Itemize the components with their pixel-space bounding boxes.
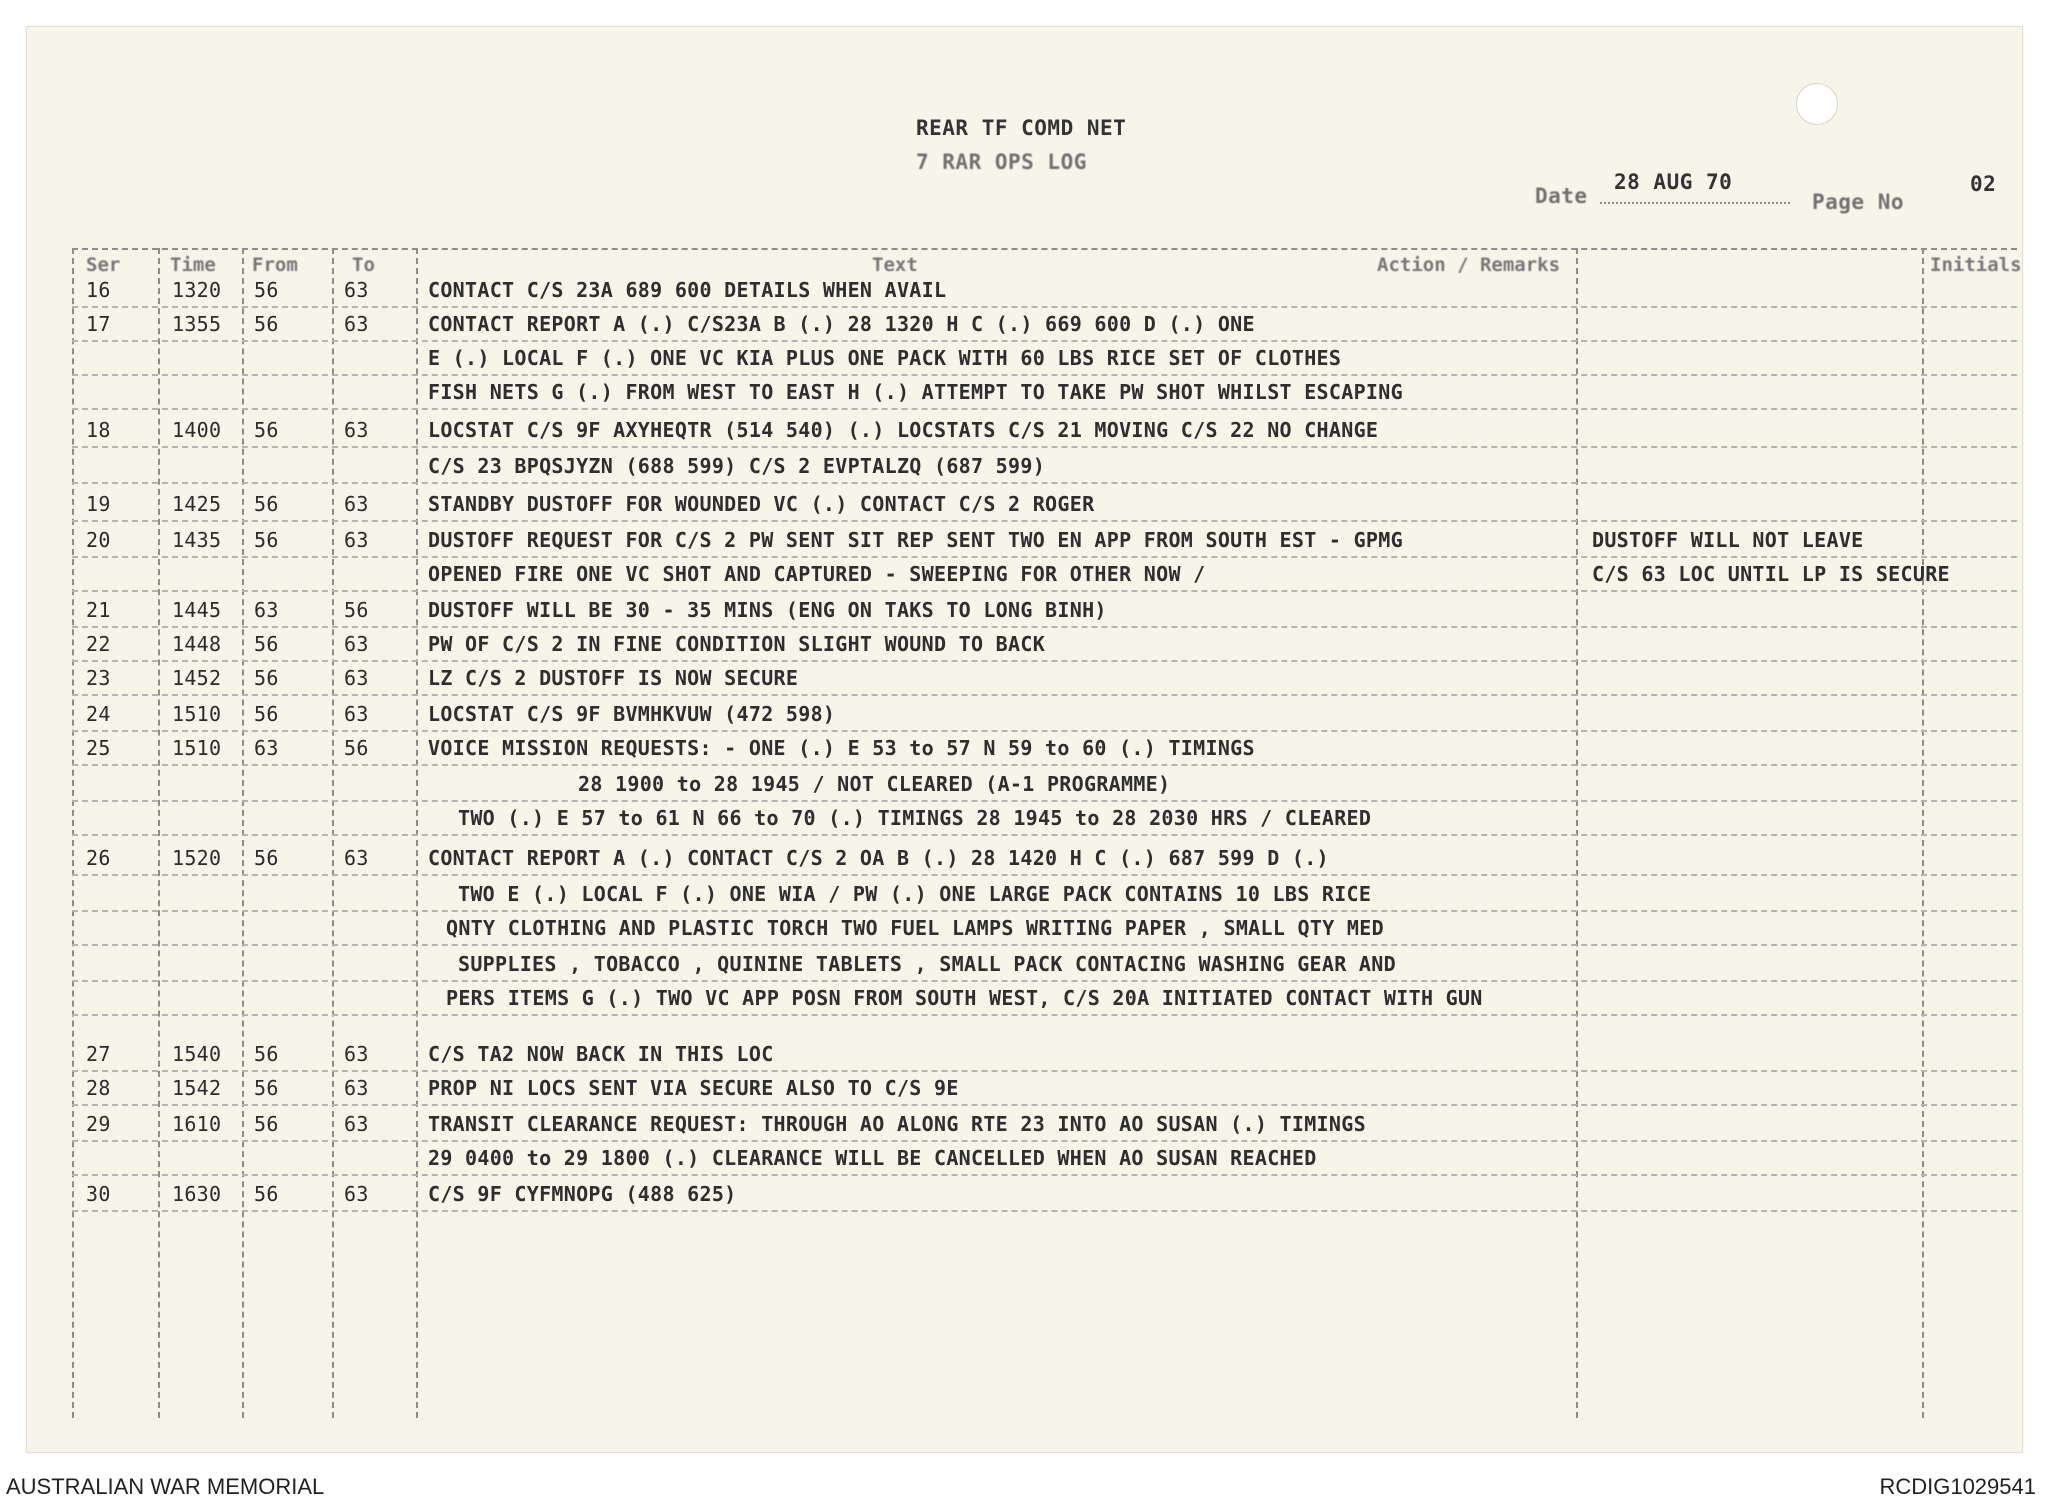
time-cell: 1320	[172, 278, 222, 302]
header-from: From	[252, 254, 298, 276]
serial-cell: 26	[86, 846, 111, 870]
table-row	[72, 520, 2017, 558]
log-subtitle: 7 RAR OPS LOG	[916, 150, 1087, 174]
page-value: 02	[1970, 172, 1997, 196]
message-text-cell: SUPPLIES , TOBACCO , QUININE TABLETS , SMALL PACK CONTACING WASHING GEAR AND	[458, 952, 1396, 976]
table-row	[72, 410, 2017, 448]
from-cell: 56	[254, 278, 279, 302]
date-value: 28 AUG 70	[1614, 170, 1733, 194]
serial-cell: 23	[86, 666, 111, 690]
time-cell: 1610	[172, 1112, 222, 1136]
row-rule	[72, 1014, 2017, 1016]
serial-cell: 17	[86, 312, 111, 336]
message-text-cell: C/S 23 BPQSJYZN (688 599) C/S 2 EVPTALZQ (687 599)	[428, 454, 1046, 478]
remarks-cell: DUSTOFF WILL NOT LEAVE	[1592, 528, 1864, 552]
message-text-cell: 28 1900 to 28 1945 / NOT CLEARED (A-1 PROGRAMME)	[578, 772, 1171, 796]
message-text-cell: STANDBY DUSTOFF FOR WOUNDED VC (.) CONTACT C/S 2 ROGER	[428, 492, 1095, 516]
table-row	[72, 694, 2017, 732]
from-cell: 56	[254, 1182, 279, 1206]
table-row	[72, 1138, 2017, 1176]
date-underline	[1600, 202, 1790, 204]
message-text-cell: QNTY CLOTHING AND PLASTIC TORCH TWO FUEL LAMPS WRITING PAPER , SMALL QTY MED	[446, 916, 1384, 940]
date-label: Date	[1535, 184, 1588, 208]
message-text-cell: 29 0400 to 29 1800 (.) CLEARANCE WILL BE CANCELLED WHEN AO SUSAN REACHED	[428, 1146, 1317, 1170]
time-cell: 1452	[172, 666, 222, 690]
to-cell: 63	[344, 632, 369, 656]
to-cell: 63	[344, 1112, 369, 1136]
to-cell: 63	[344, 846, 369, 870]
to-cell: 63	[344, 418, 369, 442]
table-row	[72, 978, 2017, 1016]
row-rule	[72, 834, 2017, 836]
to-cell: 63	[344, 278, 369, 302]
message-text-cell: CONTACT REPORT A (.) C/S23A B (.) 28 1320 H C (.) 669 600 D (.) ONE	[428, 312, 1255, 336]
time-cell: 1448	[172, 632, 222, 656]
from-cell: 56	[254, 418, 279, 442]
serial-cell: 25	[86, 736, 111, 760]
table-row	[72, 658, 2017, 696]
serial-cell: 28	[86, 1076, 111, 1100]
punch-hole	[1796, 83, 1838, 125]
table-row	[72, 270, 2017, 308]
message-text-cell: FISH NETS G (.) FROM WEST TO EAST H (.) ATTEMPT TO TAKE PW SHOT WHILST ESCAPING	[428, 380, 1403, 404]
serial-cell: 16	[86, 278, 111, 302]
to-cell: 63	[344, 666, 369, 690]
table-row	[72, 554, 2017, 592]
table-row	[72, 1068, 2017, 1106]
to-cell: 63	[344, 312, 369, 336]
time-cell: 1540	[172, 1042, 222, 1066]
time-cell: 1400	[172, 418, 222, 442]
table-row	[72, 1104, 2017, 1142]
serial-cell: 20	[86, 528, 111, 552]
serial-cell: 30	[86, 1182, 111, 1206]
to-cell: 56	[344, 598, 369, 622]
from-cell: 63	[254, 736, 279, 760]
serial-cell: 27	[86, 1042, 111, 1066]
serial-cell: 21	[86, 598, 111, 622]
serial-cell: 22	[86, 632, 111, 656]
message-text-cell: TRANSIT CLEARANCE REQUEST: THROUGH AO ALONG RTE 23 INTO AO SUSAN (.) TIMINGS	[428, 1112, 1366, 1136]
time-cell: 1542	[172, 1076, 222, 1100]
from-cell: 56	[254, 492, 279, 516]
table-row	[72, 304, 2017, 342]
from-cell: 56	[254, 528, 279, 552]
message-text-cell: C/S TA2 NOW BACK IN THIS LOC	[428, 1042, 774, 1066]
table-row	[72, 908, 2017, 946]
table-row	[72, 1034, 2017, 1072]
message-text-cell: C/S 9F CYFMNOPG (488 625)	[428, 1182, 737, 1206]
message-text-cell: E (.) LOCAL F (.) ONE VC KIA PLUS ONE PACK WITH 60 LBS RICE SET OF CLOTHES	[428, 346, 1342, 370]
serial-cell: 19	[86, 492, 111, 516]
footer-source: AUSTRALIAN WAR MEMORIAL	[6, 1474, 325, 1499]
time-cell: 1630	[172, 1182, 222, 1206]
to-cell: 63	[344, 1182, 369, 1206]
table-row	[72, 624, 2017, 662]
message-text-cell: LZ C/S 2 DUSTOFF IS NOW SECURE	[428, 666, 799, 690]
header-initials: Initials	[1930, 254, 2022, 276]
table-row	[72, 338, 2017, 376]
to-cell: 63	[344, 1076, 369, 1100]
time-cell: 1510	[172, 736, 222, 760]
table-row	[72, 446, 2017, 484]
serial-cell: 29	[86, 1112, 111, 1136]
table-row	[72, 838, 2017, 876]
message-text-cell: CONTACT REPORT A (.) CONTACT C/S 2 OA B (.) 28 1420 H C (.) 687 599 D (.)	[428, 846, 1329, 870]
table-row	[72, 874, 2017, 912]
table-row	[72, 484, 2017, 522]
message-text-cell: LOCSTAT C/S 9F AXYHEQTR (514 540) (.) LOCSTATS C/S 21 MOVING C/S 22 NO CHANGE	[428, 418, 1379, 442]
message-text-cell: DUSTOFF WILL BE 30 - 35 MINS (ENG ON TAKS TO LONG BINH)	[428, 598, 1107, 622]
from-cell: 56	[254, 1042, 279, 1066]
message-text-cell: PROP NI LOCS SENT VIA SECURE ALSO TO C/S 9E	[428, 1076, 959, 1100]
message-text-cell: PW OF C/S 2 IN FINE CONDITION SLIGHT WOUND TO BACK	[428, 632, 1046, 656]
table-row	[72, 590, 2017, 628]
header-text: Text	[872, 254, 918, 276]
header-remarks: Action / Remarks	[1377, 254, 1561, 276]
from-cell: 56	[254, 702, 279, 726]
time-cell: 1425	[172, 492, 222, 516]
from-cell: 56	[254, 632, 279, 656]
to-cell: 63	[344, 492, 369, 516]
row-rule	[72, 1210, 2017, 1212]
from-cell: 56	[254, 312, 279, 336]
table-top-rule	[72, 248, 2017, 250]
message-text-cell: TWO (.) E 57 to 61 N 66 to 70 (.) TIMINGS 28 1945 to 28 2030 HRS / CLEARED	[458, 806, 1372, 830]
table-row	[72, 372, 2017, 410]
to-cell: 63	[344, 702, 369, 726]
from-cell: 56	[254, 1076, 279, 1100]
header-time: Time	[170, 254, 216, 276]
to-cell: 63	[344, 528, 369, 552]
message-text-cell: VOICE MISSION REQUESTS: - ONE (.) E 53 to 57 N 59 to 60 (.) TIMINGS	[428, 736, 1255, 760]
remarks-cell: C/S 63 LOC UNTIL LP IS SECURE	[1592, 562, 1950, 586]
header-to: To	[352, 254, 375, 276]
message-text-cell: DUSTOFF REQUEST FOR C/S 2 PW SENT SIT REP SENT TWO EN APP FROM SOUTH EST - GPMG	[428, 528, 1403, 552]
table-row	[72, 764, 2017, 802]
message-text-cell: CONTACT C/S 23A 689 600 DETAILS WHEN AVAIL	[428, 278, 947, 302]
table-row	[72, 1174, 2017, 1212]
from-cell: 56	[254, 846, 279, 870]
time-cell: 1445	[172, 598, 222, 622]
serial-cell: 18	[86, 418, 111, 442]
time-cell: 1435	[172, 528, 222, 552]
time-cell: 1510	[172, 702, 222, 726]
serial-cell: 24	[86, 702, 111, 726]
from-cell: 63	[254, 598, 279, 622]
page-label: Page No	[1812, 190, 1905, 214]
table-row	[72, 798, 2017, 836]
log-title: REAR TF COMD NET	[916, 116, 1127, 140]
message-text-cell: TWO E (.) LOCAL F (.) ONE WIA / PW (.) ONE LARGE PACK CONTAINS 10 LBS RICE	[458, 882, 1372, 906]
header-ser: Ser	[86, 254, 121, 276]
message-text-cell: OPENED FIRE ONE VC SHOT AND CAPTURED - SWEEPING FOR OTHER NOW /	[428, 562, 1206, 586]
footer-record-id: RCDIG1029541	[1879, 1474, 2036, 1499]
table-row	[72, 944, 2017, 982]
from-cell: 56	[254, 666, 279, 690]
message-text-cell: LOCSTAT C/S 9F BVMHKVUW (472 598)	[428, 702, 836, 726]
time-cell: 1355	[172, 312, 222, 336]
time-cell: 1520	[172, 846, 222, 870]
from-cell: 56	[254, 1112, 279, 1136]
table-row	[72, 728, 2017, 766]
to-cell: 56	[344, 736, 369, 760]
message-text-cell: PERS ITEMS G (.) TWO VC APP POSN FROM SOUTH WEST, C/S 20A INITIATED CONTACT WITH GUN	[446, 986, 1483, 1010]
to-cell: 63	[344, 1042, 369, 1066]
ops-log-table	[72, 248, 2022, 1418]
